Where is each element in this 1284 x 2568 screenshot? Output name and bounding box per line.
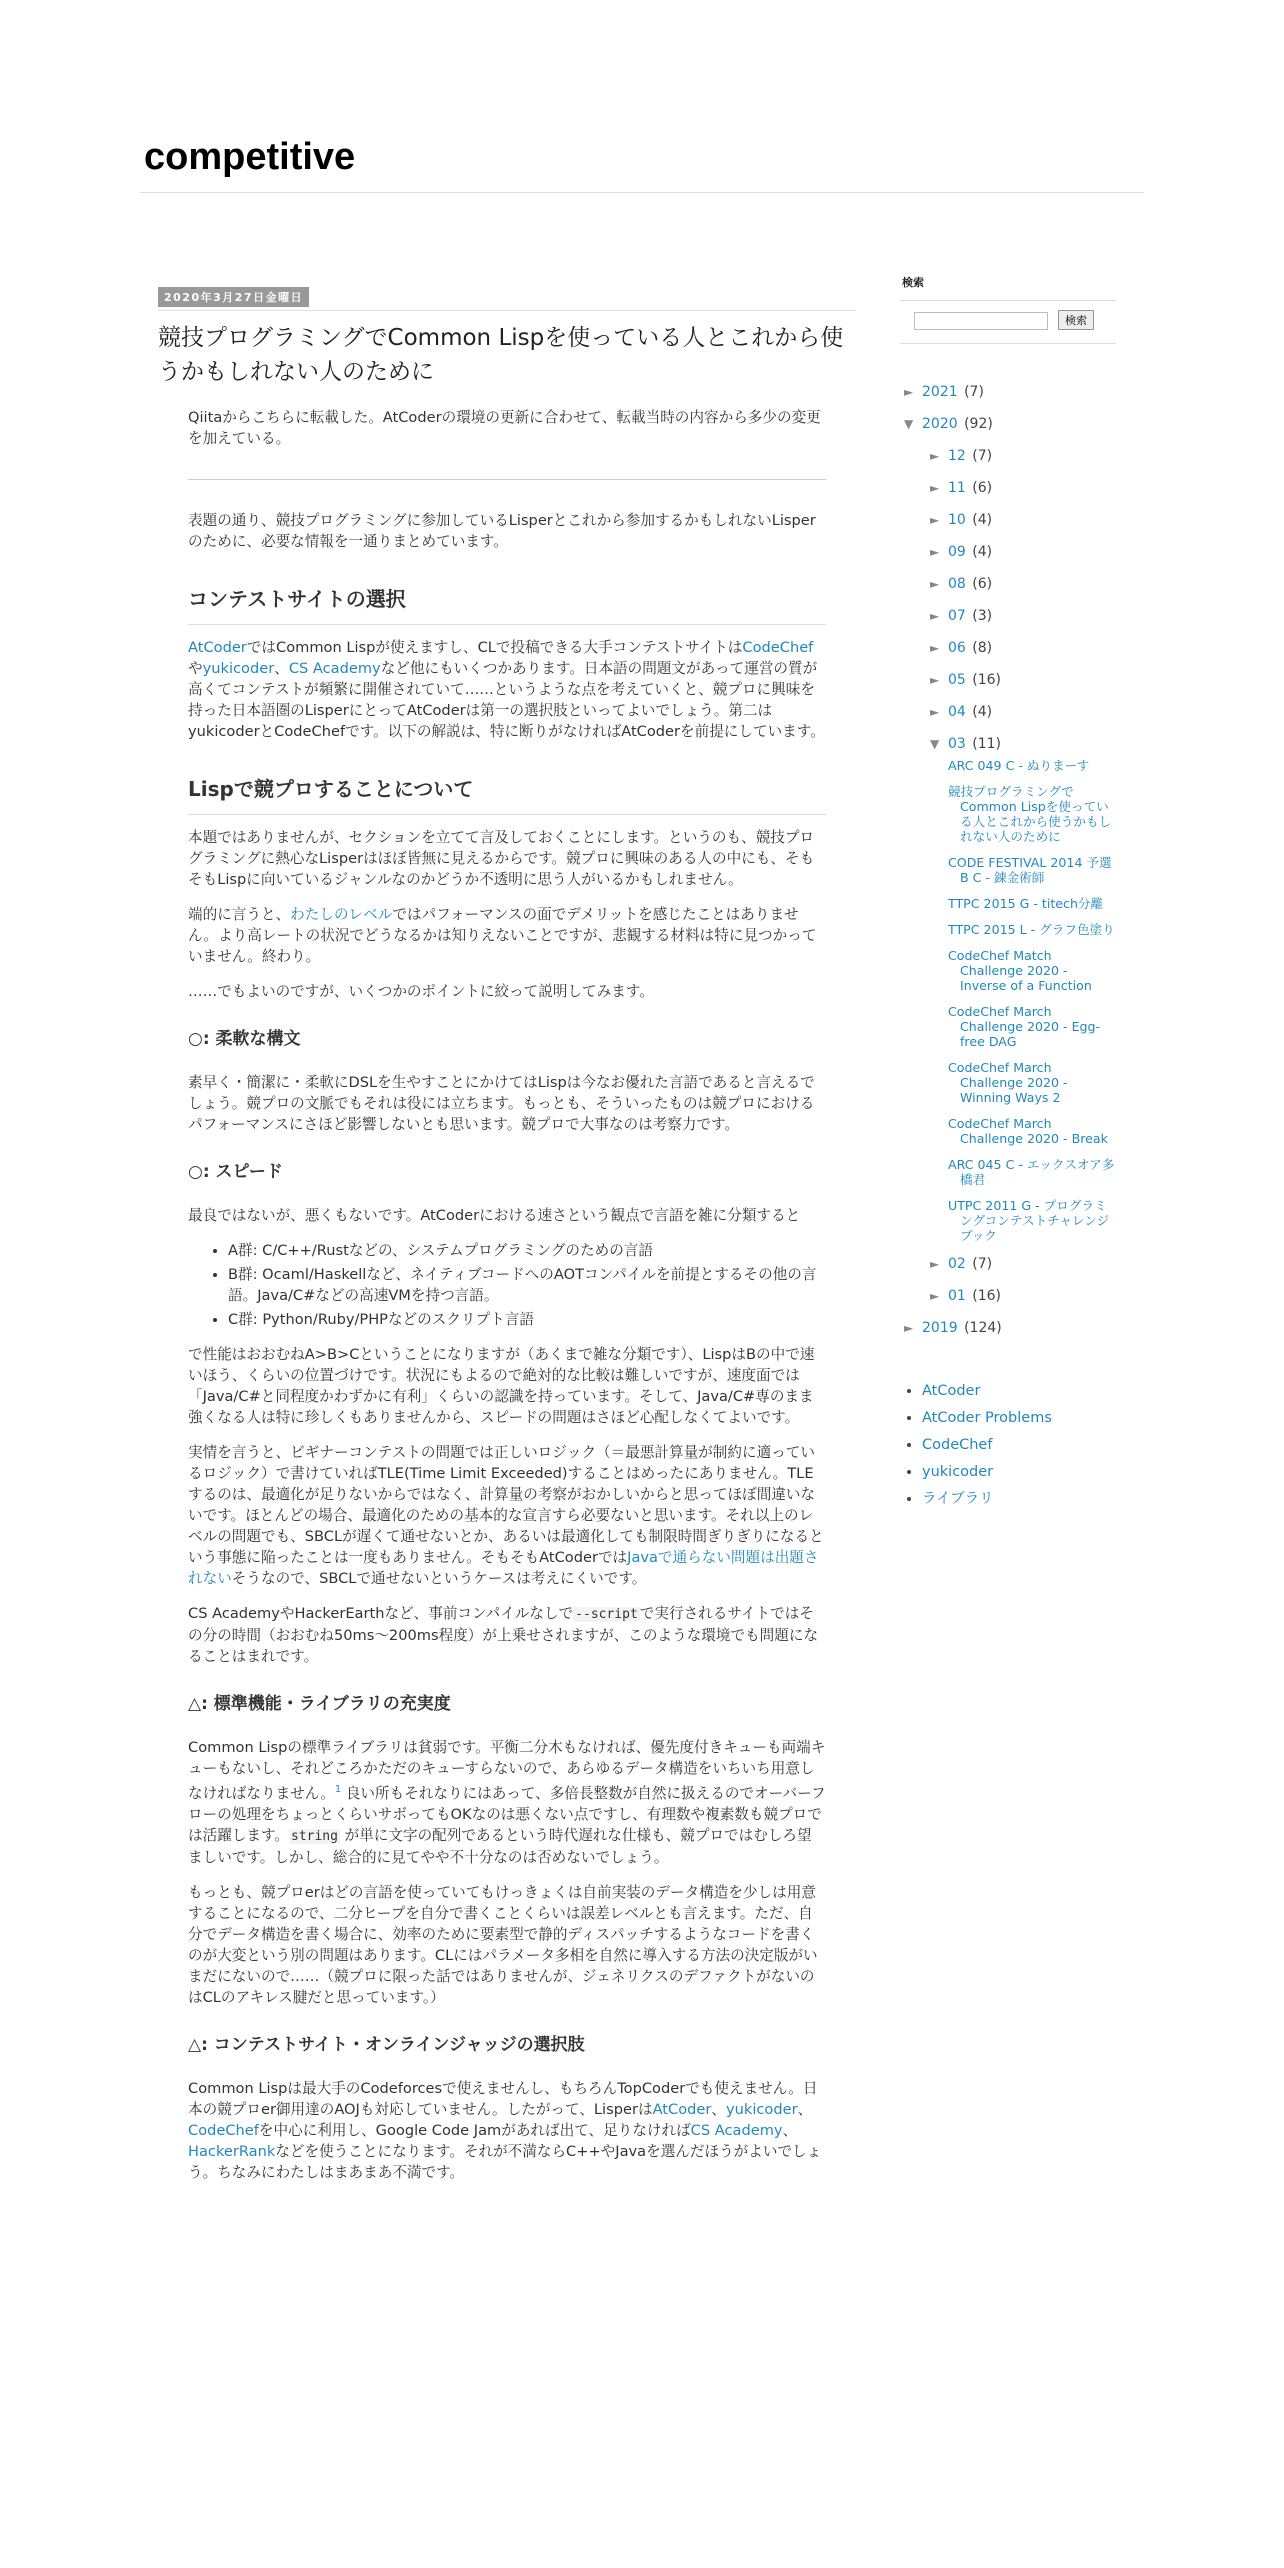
archive-count: (7) bbox=[972, 1256, 993, 1272]
archive-post-link[interactable]: CodeChef March Challenge 2020 - Winning Ways 2 bbox=[948, 1060, 1068, 1105]
archive-month-link[interactable]: 06 bbox=[948, 640, 966, 656]
search-widget bbox=[900, 300, 1116, 344]
paragraph-sites: AtCoderではCommon Lispが使えますし、CLで投稿できる大手コンテストサイトはCodeChefやyukicoder、CS Academyなど他にもいくつかあります。日本語の問題文があって運営の質が高くてコンテストが頻繁に開催されていて……というような点を考えていくと、競プロに興味を持った日本語圏のLisperにとってAtCoderは第一の選択肢といってよいでしょう。第二はyukicoderとCodeChefです。以下の解説は、特に断りがなければAtCoderを前提にしています。 bbox=[188, 639, 825, 740]
archive-count: (11) bbox=[972, 736, 1002, 752]
heading-speed: ○: スピード bbox=[188, 1162, 283, 1182]
sidebar-link-library[interactable]: ライブラリ bbox=[922, 1491, 994, 1507]
expand-arrow-icon[interactable]: ► bbox=[904, 1321, 914, 1335]
archive-post-link[interactable]: CodeChef March Challenge 2020 - Egg-free DAG bbox=[948, 1004, 1101, 1049]
archive-count: (6) bbox=[972, 576, 993, 592]
paragraph-library-1: Common Lispの標準ライブラリは貧弱です。平衡二分木もなければ、優先度付きキューも両端キューもないし、それどころかただのキューすらないので、あらゆるデータ構造をいちいち用意しなければなりません。$^1$ 良い所もそれなりにはあって、多倍長整数が自然に扱えるのでオーバーフローの処理をちょっとくらいサボってもOKなのは悪くない点ですし、有理数や複素数も競プロでは活躍します。 string が単に文字の配列であるという時代遅れな仕様も、競プロではむしろ望ましいです。しかし、総合的に見てやや不十分なのは否めないでしょう。 bbox=[188, 1739, 826, 1866]
archive-count: (8) bbox=[972, 640, 993, 656]
heading-flexible-syntax: ○: 柔軟な構文 bbox=[188, 1029, 301, 1049]
paragraph-lisp-1: 本題ではありませんが、セクションを立てて言及しておくことにします。というのも、競技プログラミングに熱心なLisperはほぼ皆無に見えるからです。競プロに興味のある人の中にも、そもそもLispに向いているジャンルなのかどうか不透明に思う人がいるかもしれません。 bbox=[188, 829, 815, 888]
sidebar bbox=[900, 270, 1116, 1513]
archive-count: (92) bbox=[964, 416, 993, 432]
expand-arrow-icon[interactable]: ► bbox=[930, 449, 940, 463]
archive-month bbox=[926, 638, 1116, 670]
collapse-arrow-icon[interactable]: ▼ bbox=[904, 417, 914, 431]
expand-arrow-icon[interactable]: ► bbox=[930, 1257, 940, 1271]
archive-month-link[interactable]: 11 bbox=[948, 480, 966, 496]
list-item: • A群: C/C++/Rustなどの、システムプログラミングのための言語 bbox=[228, 1240, 826, 1261]
sidebar-link-atcoder-problems[interactable]: AtCoder Problems bbox=[922, 1410, 1052, 1426]
paragraph-speed-4: CS AcademyやHackerEarthなど、事前コンパイルなしで --script で実行されるサイトではその分の時間（おおむね50ms～200ms程度）が上乗せされますが、このような環境でも問題になることはまれです。 bbox=[188, 1605, 819, 1665]
list-item: • B群: Ocaml/Haskellなど、ネイティブコードへのAOTコンパイルを前提とするその他の言語。Java/C#などの高速VMを持つ言語。 bbox=[228, 1264, 826, 1306]
expand-arrow-icon[interactable]: ► bbox=[930, 705, 940, 719]
date-header bbox=[158, 286, 856, 311]
expand-arrow-icon[interactable]: ► bbox=[930, 481, 940, 495]
code-script-flag: --script bbox=[575, 1607, 638, 1622]
expand-arrow-icon[interactable]: ► bbox=[930, 545, 940, 559]
expand-arrow-icon[interactable]: ► bbox=[930, 641, 940, 655]
search-button[interactable]: 検索 bbox=[1058, 310, 1094, 330]
heading-lisp-competitive: Lispで競プロすることについて bbox=[188, 776, 826, 815]
archive-post-link[interactable]: CodeChef March Challenge 2020 - Break bbox=[948, 1116, 1108, 1146]
archive-year-2021 bbox=[900, 382, 1116, 414]
archive-year-2020 bbox=[900, 414, 1116, 446]
archive-month bbox=[926, 574, 1116, 606]
archive-post-link[interactable]: TTPC 2015 L - グラフ色塗り bbox=[948, 922, 1115, 937]
archive-post-link[interactable]: TTPC 2015 G - titech分離 bbox=[948, 896, 1104, 911]
link-list bbox=[900, 1378, 1116, 1513]
heading-library: △: 標準機能・ライブラリの充実度 bbox=[188, 1694, 451, 1714]
link-csacademy[interactable]: CS Academy bbox=[690, 2121, 783, 2139]
heading-judges: △: コンテストサイト・オンラインジャッジの選択肢 bbox=[188, 2034, 585, 2055]
paragraph-overview: 表題の通り、競技プログラミングに参加しているLisperとこれから参加するかもしれないLisperのために、必要な情報を一通りまとめています。 bbox=[188, 512, 816, 550]
archive-month bbox=[926, 478, 1116, 510]
footnote-ref[interactable]: 1 bbox=[334, 1784, 342, 1795]
paragraph-lisp-3: ……でもよいのですが、いくつかのポイントに絞って説明してみます。 bbox=[188, 983, 654, 1000]
archive-year-2019 bbox=[900, 1318, 1116, 1350]
paragraph-judges: Common Lispは最大手のCodeforcesで使えませんし、もちろんTopCoderでも使えません。日本の競プロer御用達のAOJも対応していません。したがって、LisperはAtCoder、yukicoder、CodeChefを中心に利用し、Google Code Jamがあれば出て、足りなければCS Academy、HackerRankなどを使うことになります。それが不満ならC++やJavaを選んだほうがよいでしょう。ちなみにわたしはまあまあ不満です。 bbox=[188, 2079, 822, 2181]
paragraph-speed-3: 実情を言うと、ビギナーコンテストの問題では正しいロジック（＝最悪計算量が制約に適っているロジック）で書けていればTLE(Time Limit Exceeded)することはめったにありません。TLEするのは、最適化が足りないからではなく、計算量の考察がおかしいからと思ってほぼ間違いないです。ほとんどの場合、最適化のための基本的な宣言すら必要ないと思います。それ以上のレベルの問題でも、SBCLが遅くて通せないとか、あるいは最適化しても制限時間ぎりぎりになるという事態に陥ったことは一度もありません。そもそもAtCoderではJavaで通らない問題は出題されないそうなので、SBCLで通せないというケースは考えにくいです。 bbox=[188, 1444, 824, 1587]
archive-month-link[interactable]: 08 bbox=[948, 576, 966, 592]
archive-post-link[interactable]: UTPC 2011 G - プログラミングコンテストチャレンジブック bbox=[948, 1198, 1110, 1243]
paragraph-flexible-syntax: 素早く・簡潔に・柔軟にDSLを生やすことにかけてはLispは今なお優れた言語であると言えるでしょう。競プロの文脈でもそれは役には立ちます。もっとも、そういったものは競プロにおけるパフォーマンスにさほど影響しないとも思います。競プロで大事なのは考察力です。 bbox=[188, 1074, 815, 1133]
archive-month-link[interactable]: 10 bbox=[948, 512, 966, 528]
expand-arrow-icon[interactable]: ► bbox=[930, 1289, 940, 1303]
expand-arrow-icon[interactable]: ► bbox=[930, 609, 940, 623]
list-item: • C群: Python/Ruby/PHPなどのスクリプト言語 bbox=[228, 1309, 826, 1330]
post-body bbox=[188, 407, 826, 2183]
archive-month-link[interactable]: 09 bbox=[948, 544, 966, 560]
archive-count: (3) bbox=[972, 608, 993, 624]
archive-count: (4) bbox=[972, 512, 993, 528]
blog-title[interactable]: competitive bbox=[144, 136, 356, 178]
intro-note: Qiitaからこちらに転載した。AtCoderの環境の更新に合わせて、転載当時の内容から多少の変更を加えている。 bbox=[188, 409, 821, 447]
speed-groups-list bbox=[188, 1240, 826, 1330]
archive-year-link[interactable]: 2019 bbox=[922, 1320, 958, 1336]
expand-arrow-icon[interactable]: ► bbox=[904, 385, 914, 399]
archive-post-list bbox=[948, 758, 1116, 1243]
archive-month bbox=[926, 446, 1116, 478]
sidebar-link-atcoder[interactable]: AtCoder bbox=[922, 1383, 981, 1399]
link-atcoder[interactable]: AtCoder bbox=[188, 639, 247, 656]
expand-arrow-icon[interactable]: ► bbox=[930, 673, 940, 687]
post-date: 2020年3月27日金曜日 bbox=[158, 287, 309, 307]
archive-month-link[interactable]: 02 bbox=[948, 1256, 966, 1272]
post-title[interactable]: 競技プログラミングでCommon Lispを使っている人とこれから使うかもしれない人のために bbox=[158, 325, 844, 385]
heading-site-selection: コンテストサイトの選択 bbox=[188, 586, 826, 625]
archive-month-link[interactable]: 03 bbox=[948, 736, 966, 752]
archive-month-link[interactable]: 07 bbox=[948, 608, 966, 624]
archive-count: (124) bbox=[964, 1320, 1002, 1336]
archive-month bbox=[926, 1254, 1116, 1286]
archive-month-link[interactable]: 05 bbox=[948, 672, 966, 688]
archive-month-link[interactable]: 01 bbox=[948, 1288, 966, 1304]
link-codechef[interactable]: CodeChef bbox=[742, 639, 814, 656]
archive-month bbox=[926, 702, 1116, 734]
archive-month bbox=[926, 1286, 1116, 1318]
archive-count: (4) bbox=[972, 704, 993, 720]
link-csacademy[interactable]: CS Academy bbox=[288, 660, 381, 677]
link-hackerrank[interactable]: HackerRank bbox=[188, 2142, 276, 2160]
archive-post-link[interactable]: ARC 045 C - エックスオア多橋君 bbox=[948, 1157, 1115, 1187]
sidebar-link-codechef[interactable]: CodeChef bbox=[922, 1437, 993, 1453]
archive-month-link[interactable]: 04 bbox=[948, 704, 966, 720]
paragraph-speed-2: で性能はおおむねA>B>Cということになりますが（あくまで雑な分類です）、LispはBの中で速いほう、くらいの位置づけです。状況にもよるので絶対的な比較は難しいですが、速度面では「Java/C#と同程度かわずかに有利」くらいの認識を持っています。そして、Java/C#専のまま強くなる人は特に珍しくもありませんから、スピードの問題はさほど心配しなくてよいです。 bbox=[188, 1346, 815, 1426]
collapse-arrow-icon[interactable]: ▼ bbox=[930, 737, 940, 751]
search-widget-title: 検索 bbox=[902, 276, 924, 289]
archive-year-link[interactable]: 2020 bbox=[922, 416, 958, 432]
post-column bbox=[158, 286, 856, 2197]
archive-month-link[interactable]: 12 bbox=[948, 448, 966, 464]
link-atcoder[interactable]: AtCoder bbox=[652, 2100, 712, 2118]
archive-post-link[interactable]: 競技プログラミングでCommon Lispを使っている人とこれから使うかもしれない人のために bbox=[948, 784, 1112, 844]
archive-month bbox=[926, 510, 1116, 542]
expand-arrow-icon[interactable]: ► bbox=[930, 577, 940, 591]
archive-month-03 bbox=[926, 734, 1116, 758]
archive-count: (16) bbox=[972, 672, 1002, 688]
archive-month bbox=[926, 542, 1116, 574]
paragraph-speed-1: 最良ではないが、悪くもないです。AtCoderにおける速さという観点で言語を雑に分類すると bbox=[188, 1207, 801, 1224]
link-java-problems[interactable]: Javaで通らない問題は出題されない bbox=[188, 1549, 819, 1587]
expand-arrow-icon[interactable]: ► bbox=[930, 513, 940, 527]
code-string: string bbox=[291, 1828, 338, 1844]
archive-count: (4) bbox=[972, 544, 993, 560]
archive-post-link[interactable]: CodeChef Match Challenge 2020 - Inverse of a Function bbox=[948, 948, 1092, 993]
paragraph-library-2: もっとも、競プロerはどの言語を使っていてもけっきょくは自前実装のデータ構造を少しは用意することになるので、二分ヒープを自分で書くことくらいは誤差レベルとも言えます。ただ、自分でデータ構造を書く場合に、効率のために要素型で静的ディスパッチするようなコードを書くのが大変という別の問題はあります。CLにはパラメータ多相を自然に導入する方法の決定版がいまだにないので……（競プロに限った話ではありませんが、ジェネリクスのデファクトがないのはCLのアキレス腱だと思っています。） bbox=[188, 1883, 818, 2006]
archive-month bbox=[926, 606, 1116, 638]
intro-divider bbox=[188, 479, 826, 480]
archive-post-link[interactable]: ARC 049 C - ぬりまーす bbox=[948, 758, 1090, 773]
link-codechef[interactable]: CodeChef bbox=[188, 2121, 259, 2139]
archive-count: (6) bbox=[972, 480, 993, 496]
blog-archive bbox=[900, 382, 1116, 1350]
sidebar-link-yukicoder[interactable]: yukicoder bbox=[922, 1464, 994, 1480]
link-yukicoder[interactable]: yukicoder bbox=[202, 660, 275, 677]
archive-month bbox=[926, 670, 1116, 702]
link-yukicoder[interactable]: yukicoder bbox=[725, 2100, 798, 2118]
archive-post-link[interactable]: CODE FESTIVAL 2014 予選B C - 錬金術師 bbox=[948, 855, 1112, 885]
archive-count: (16) bbox=[972, 1288, 1002, 1304]
archive-year-link[interactable]: 2021 bbox=[922, 384, 958, 400]
archive-count: (7) bbox=[964, 384, 984, 400]
archive-count: (7) bbox=[972, 448, 993, 464]
link-my-level[interactable]: わたしのレベル bbox=[290, 906, 393, 923]
header-divider bbox=[140, 192, 1144, 193]
search-input[interactable] bbox=[914, 312, 1048, 330]
paragraph-lisp-2: 端的に言うと、わたしのレベルではパフォーマンスの面でデメリットを感じたことはありません。より高レートの状況でどうなるかは知りえないことですが、悲観する材料は特に見つかっていません。終わり。 bbox=[188, 906, 817, 965]
